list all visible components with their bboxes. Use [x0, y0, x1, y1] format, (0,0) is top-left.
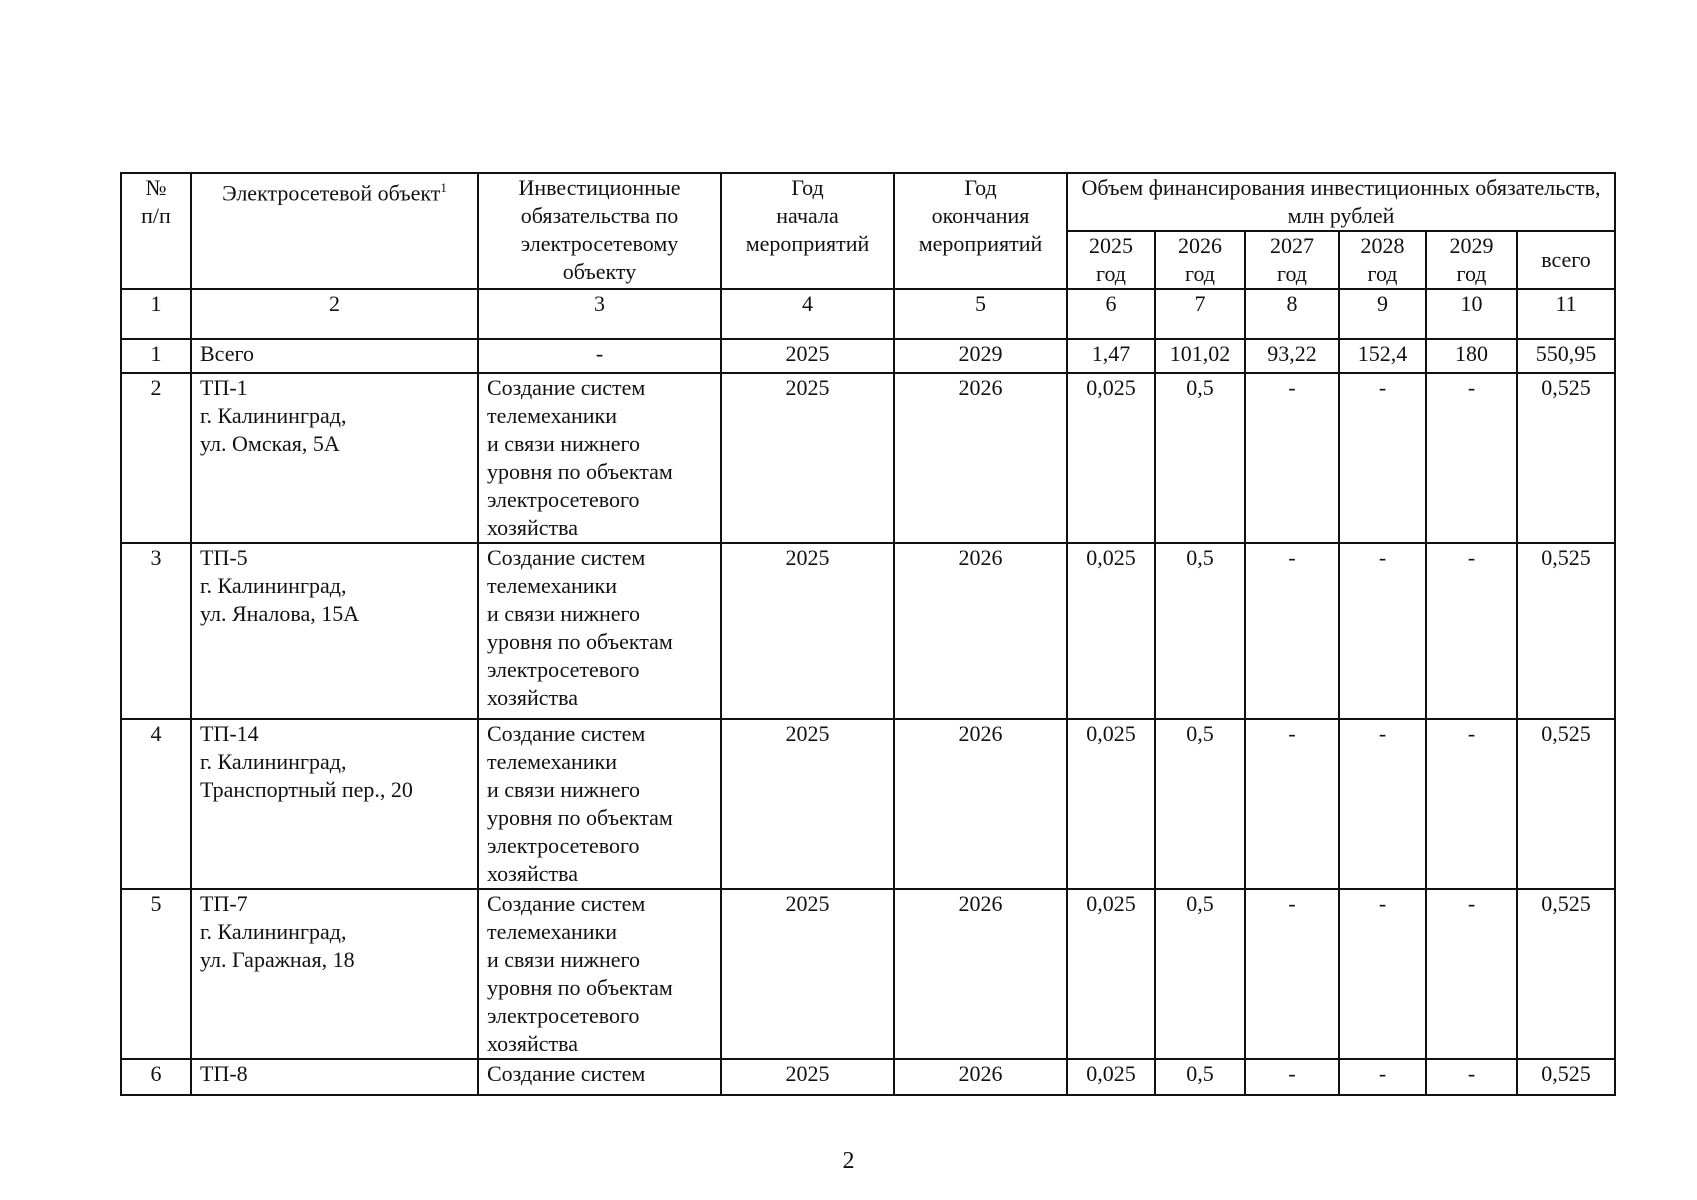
row-obligation: Создание систем телемеханики и связи нижнего уровня по объектам электросетевого хозяйства: [478, 719, 721, 889]
row-num: 3: [121, 543, 191, 719]
row-end-year: 2026: [894, 543, 1067, 719]
row-value-2029: 180: [1426, 339, 1517, 373]
row-obligation: Создание систем телемеханики и связи нижнего уровня по объектам электросетевого хозяйства: [478, 889, 721, 1059]
row-value-2028: -: [1339, 719, 1426, 889]
column-number: 9: [1339, 289, 1426, 339]
table-row: [121, 543, 1615, 719]
column-number: 2: [191, 289, 478, 339]
investment-obligations-table: [120, 172, 1616, 1096]
row-start-year: 2025: [721, 889, 894, 1059]
row-end-year: 2029: [894, 339, 1067, 373]
row-start-year: 2025: [721, 543, 894, 719]
column-number: 5: [894, 289, 1067, 339]
row-total: 0,525: [1517, 889, 1615, 1059]
header-year-2029: 2029 год: [1426, 231, 1517, 289]
header-year-2025: 2025 год: [1067, 231, 1155, 289]
row-value-2029: -: [1426, 889, 1517, 1059]
row-value-2026: 101,02: [1155, 339, 1245, 373]
row-value-2029: -: [1426, 1059, 1517, 1095]
column-number: 8: [1245, 289, 1339, 339]
column-number: 1: [121, 289, 191, 339]
header-end-year: Год окончания мероприятий: [894, 173, 1067, 289]
row-value-2027: -: [1245, 373, 1339, 543]
header-object-label: Электросетевой объект: [222, 180, 441, 206]
row-total: 0,525: [1517, 543, 1615, 719]
row-value-2029: -: [1426, 719, 1517, 889]
row-object: ТП-5 г. Калининград, ул. Яналова, 15А: [191, 543, 478, 719]
row-value-2028: -: [1339, 1059, 1426, 1095]
header-financing: Объем финансирования инвестиционных обязательств, млн рублей: [1067, 173, 1615, 231]
row-total: 0,525: [1517, 719, 1615, 889]
row-value-2028: -: [1339, 373, 1426, 543]
header-start-year: Год начала мероприятий: [721, 173, 894, 289]
row-obligation: -: [478, 339, 721, 373]
column-number: 6: [1067, 289, 1155, 339]
row-value-2025: 0,025: [1067, 373, 1155, 543]
row-end-year: 2026: [894, 889, 1067, 1059]
row-value-2027: 93,22: [1245, 339, 1339, 373]
row-object: ТП-8: [191, 1059, 478, 1095]
row-value-2029: -: [1426, 543, 1517, 719]
column-number: 7: [1155, 289, 1245, 339]
header-year-2026: 2026 год: [1155, 231, 1245, 289]
row-value-2028: 152,4: [1339, 339, 1426, 373]
row-value-2027: -: [1245, 889, 1339, 1059]
table-row: [121, 1059, 1615, 1095]
row-value-2025: 0,025: [1067, 1059, 1155, 1095]
table-row: [121, 339, 1615, 373]
row-value-2027: -: [1245, 1059, 1339, 1095]
row-total: 0,525: [1517, 1059, 1615, 1095]
table-row: [121, 889, 1615, 1059]
row-start-year: 2025: [721, 719, 894, 889]
row-value-2026: 0,5: [1155, 1059, 1245, 1095]
row-value-2027: -: [1245, 719, 1339, 889]
header-year-2028: 2028 год: [1339, 231, 1426, 289]
row-value-2026: 0,5: [1155, 373, 1245, 543]
row-object: ТП-7 г. Калининград, ул. Гаражная, 18: [191, 889, 478, 1059]
row-start-year: 2025: [721, 1059, 894, 1095]
row-value-2025: 0,025: [1067, 543, 1155, 719]
row-end-year: 2026: [894, 1059, 1067, 1095]
row-num: 5: [121, 889, 191, 1059]
row-num: 4: [121, 719, 191, 889]
row-value-2025: 0,025: [1067, 719, 1155, 889]
row-value-2026: 0,5: [1155, 889, 1245, 1059]
row-value-2028: -: [1339, 889, 1426, 1059]
page-number: 2: [842, 1148, 855, 1174]
row-start-year: 2025: [721, 373, 894, 543]
row-value-2026: 0,5: [1155, 719, 1245, 889]
header-obligations: Инвестиционные обязательства по электросетевому объекту: [478, 173, 721, 289]
row-obligation: Создание систем телемеханики и связи нижнего уровня по объектам электросетевого хозяйства: [478, 373, 721, 543]
header-row: [121, 173, 1615, 231]
row-start-year: 2025: [721, 339, 894, 373]
row-value-2029: -: [1426, 373, 1517, 543]
row-obligation: Создание систем телемеханики и связи нижнего уровня по объектам электросетевого хозяйства: [478, 543, 721, 719]
column-number: 10: [1426, 289, 1517, 339]
row-object: Всего: [191, 339, 478, 373]
header-year-2027: 2027 год: [1245, 231, 1339, 289]
row-value-2025: 1,47: [1067, 339, 1155, 373]
row-num: 6: [121, 1059, 191, 1095]
row-value-2025: 0,025: [1067, 889, 1155, 1059]
row-value-2026: 0,5: [1155, 543, 1245, 719]
row-value-2028: -: [1339, 543, 1426, 719]
row-num: 2: [121, 373, 191, 543]
row-total: 550,95: [1517, 339, 1615, 373]
header-num: № п/п: [121, 173, 191, 289]
header-object: [191, 173, 478, 289]
row-obligation: Создание систем: [478, 1059, 721, 1095]
footnote-marker: 1: [440, 180, 447, 195]
column-number: 4: [721, 289, 894, 339]
table-row: [121, 719, 1615, 889]
row-object: ТП-1 г. Калининград, ул. Омская, 5А: [191, 373, 478, 543]
row-end-year: 2026: [894, 373, 1067, 543]
column-number-row: [121, 289, 1615, 339]
row-num: 1: [121, 339, 191, 373]
row-object: ТП-14 г. Калининград, Транспортный пер., 20: [191, 719, 478, 889]
row-value-2027: -: [1245, 543, 1339, 719]
row-total: 0,525: [1517, 373, 1615, 543]
header-total: всего: [1517, 231, 1615, 289]
column-number: 3: [478, 289, 721, 339]
column-number: 11: [1517, 289, 1615, 339]
table-row: [121, 373, 1615, 543]
row-end-year: 2026: [894, 719, 1067, 889]
